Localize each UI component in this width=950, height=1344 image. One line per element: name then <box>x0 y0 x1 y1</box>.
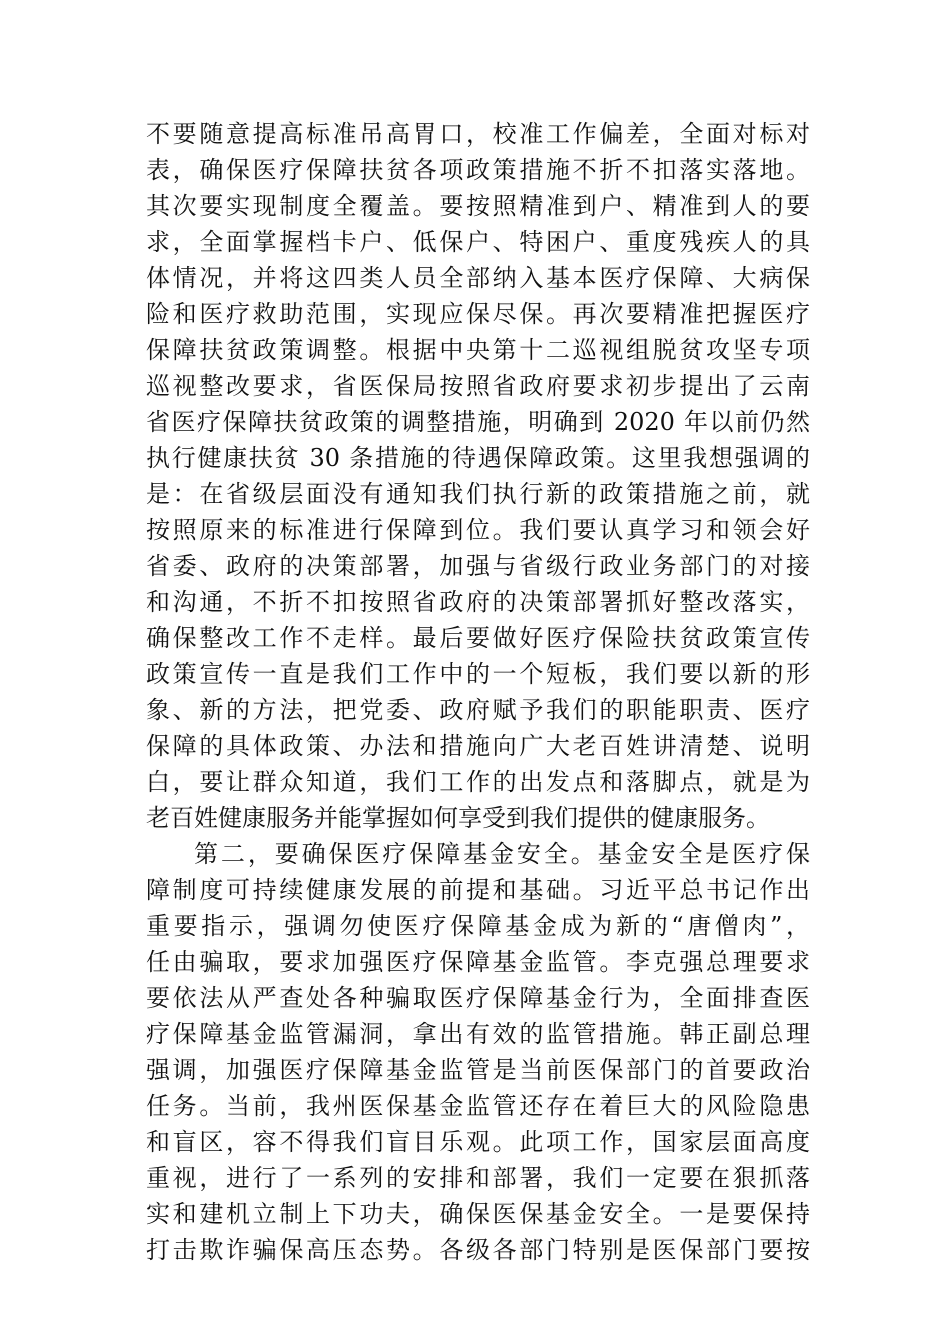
text-line: 巡视整改要求，省医保局按照省政府要求初步提出了云南 <box>146 372 810 400</box>
paragraph-2 <box>146 836 810 1268</box>
text-line: 障制度可持续健康发展的前提和基础。习近平总书记作出 <box>146 876 810 904</box>
text-line: 险和医疗救助范围，实现应保尽保。再次要精准把握医疗 <box>146 300 810 328</box>
text-line: 政策宣传一直是我们工作中的一个短板，我们要以新的形 <box>146 660 810 688</box>
text-line: 要依法从严查处各种骗取医疗保障基金行为，全面排查医 <box>146 984 810 1012</box>
text-line: 重视，进行了一系列的安排和部署，我们一定要在狠抓落 <box>146 1164 810 1192</box>
text-line: 打击欺诈骗保高压态势。各级各部门特别是医保部门要按 <box>146 1236 810 1264</box>
text-line: 任由骗取，要求加强医疗保障基金监管。李克强总理要求 <box>146 948 810 976</box>
text-line: 不要随意提高标准吊高胃口，校准工作偏差，全面对标对 <box>146 120 810 148</box>
text-line: 体情况，并将这四类人员全部纳入基本医疗保障、大病保 <box>146 264 810 292</box>
text-line: 求，全面掌握档卡户、低保户、特困户、重度残疾人的具 <box>146 228 810 256</box>
text-line: 表，确保医疗保障扶贫各项政策措施不折不扣落实落地。 <box>146 156 810 184</box>
text-line: 按照原来的标准进行保障到位。我们要认真学习和领会好 <box>146 516 810 544</box>
text-line: 强调，加强医疗保障基金监管是当前医保部门的首要政治 <box>146 1056 810 1084</box>
text-line: 省医疗保障扶贫政策的调整措施，明确到 2020 年以前仍然 <box>146 408 810 436</box>
text-line: 和盲区，容不得我们盲目乐观。此项工作，国家层面高度 <box>146 1128 810 1156</box>
text-line: 白，要让群众知道，我们工作的出发点和落脚点，就是为 <box>146 768 810 796</box>
text-line: 保障扶贫政策调整。根据中央第十二巡视组脱贫攻坚专项 <box>146 336 810 364</box>
text-line: 疗保障基金监管漏洞，拿出有效的监管措施。韩正副总理 <box>146 1020 810 1048</box>
text-line: 其次要实现制度全覆盖。要按照精准到户、精准到人的要 <box>146 192 810 220</box>
text-line: 和沟通，不折不扣按照省政府的决策部署抓好整改落实， <box>146 588 810 616</box>
text-line: 老百姓健康服务并能掌握如何享受到我们提供的健康服务。 <box>146 804 770 832</box>
text-line: 第二，要确保医疗保障基金安全。基金安全是医疗保 <box>194 840 810 868</box>
text-line: 省委、政府的决策部署，加强与省级行政业务部门的对接 <box>146 552 810 580</box>
text-line: 重要指示，强调勿使医疗保障基金成为新的“唐僧肉”， <box>146 912 810 940</box>
text-line: 实和建机立制上下功夫，确保医保基金安全。一是要保持 <box>146 1200 810 1228</box>
text-line: 保障的具体政策、办法和措施向广大老百姓讲清楚、说明 <box>146 732 810 760</box>
text-line: 是：在省级层面没有通知我们执行新的政策措施之前，就 <box>146 480 810 508</box>
text-line: 确保整改工作不走样。最后要做好医疗保险扶贫政策宣传 <box>146 624 810 652</box>
text-line: 执行健康扶贫 30 条措施的待遇保障政策。这里我想强调的 <box>146 444 810 472</box>
text-line: 任务。当前，我州医保基金监管还存在着巨大的风险隐患 <box>146 1092 810 1120</box>
paragraph-1 <box>146 116 810 836</box>
text-line: 象、新的方法，把党委、政府赋予我们的职能职责、医疗 <box>146 696 810 724</box>
document-body <box>146 116 810 1268</box>
